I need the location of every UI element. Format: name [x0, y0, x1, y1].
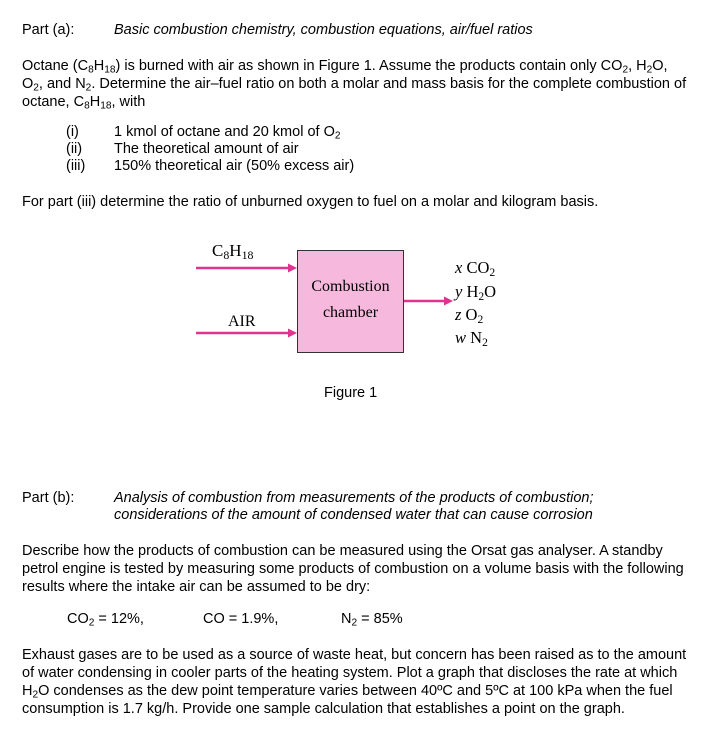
- measurement-n2: $N_2 = 85\%$: [341, 611, 403, 629]
- part-b-title-line2: considerations of the amount of condensed water that can cause corrosion: [114, 507, 593, 523]
- part-a-title: Basic combustion chemistry, combustion equations, air/fuel ratios: [114, 22, 533, 38]
- list-item-text: 150% theoretical air (50% excess air): [114, 158, 355, 174]
- list-item-num: (ii): [66, 141, 83, 157]
- chamber-label-line1: Combustion: [311, 278, 390, 295]
- measurement-co: CO = 1.9%,: [203, 611, 279, 627]
- products-arrow: [404, 297, 453, 306]
- product-co2: x $CO_2$: [455, 258, 496, 279]
- product-o2: z $O_2$: [455, 305, 484, 326]
- part-b-para1: Describe how the products of combustion can be measured using the Orsat gas analyser. A standby petrol engine is tested by measuring some products of combustion on a volume basis with the following results where the intake air can be assumed to be dry:: [22, 543, 684, 595]
- measurement-co2: $CO_2 = 12\%$,: [67, 611, 144, 629]
- figure-caption: Figure 1: [324, 385, 378, 401]
- product-h2o: y $H_2O$: [455, 282, 497, 303]
- list-item-text: 1 kmol of octane and 20 kmol of $O_2$: [114, 124, 341, 142]
- combustion-chamber: [297, 250, 404, 353]
- list-item-num: (iii): [66, 158, 86, 174]
- part-b-para2: Exhaust gases are to be used as a source of waste heat, but concern has been raised as to the amount of water condensing in cooler parts of the heating system. Plot a graph that discloses the rate at which $H_2O$ condenses as the dew point temperature varies between 40ºC and 5ºC at 100 kPa when the fuel consumption is 1.7 kg/h. Provide one sample calculation that establishes a point on the graph.: [22, 647, 687, 717]
- fuel-label: $C_8H_{18}$: [212, 241, 254, 262]
- part-a-followup: For part (iii) determine the ratio of unburned oxygen to fuel on a molar and kilogram basis.: [22, 194, 599, 210]
- list-item-num: (i): [66, 124, 79, 140]
- part-b-label: Part (b):: [22, 490, 75, 506]
- air-label: AIR: [228, 313, 256, 330]
- part-b-title-line1: Analysis of combustion from measurements of the products of combustion;: [114, 490, 594, 506]
- part-a-label: Part (a):: [22, 22, 75, 38]
- chamber-label-line2: chamber: [322, 304, 379, 321]
- product-n2: w $N_2$: [455, 328, 488, 349]
- fuel-arrow: [196, 264, 297, 273]
- part-a-intro: Octane $(C_8H_{18})$ is burned with air as shown in Figure 1. Assume the products contain only $CO_2$, $H_2O$, $O_2$, and $N_2$. Determine the air–fuel ratio on both a molar and mass basis for the complete combustion of octane, $C_8H_{18}$, with: [22, 58, 687, 112]
- list-item-text: The theoretical amount of air: [114, 141, 299, 157]
